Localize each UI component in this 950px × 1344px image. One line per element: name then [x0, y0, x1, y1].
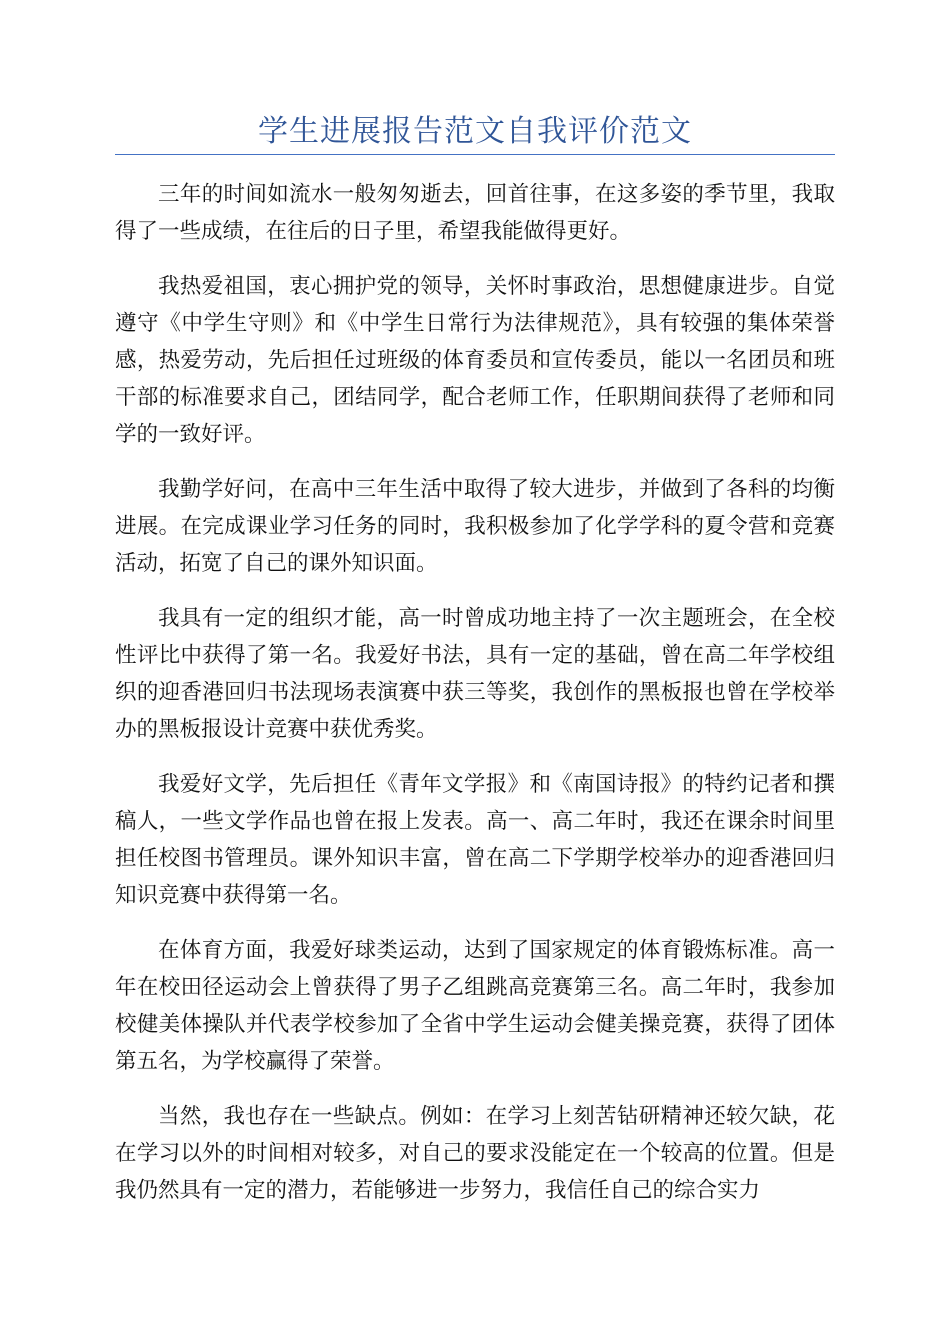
paragraph-5: 我爱好文学，先后担任《青年文学报》和《南国诗报》的特约记者和撰稿人，一些文学作品也曾在报上发表。高一、高二年时，我还在课余时间里担任校图书管理员。课外知识丰富，曾在高二下学期学校举办的迎香港回归知识竞赛中获得第一名。 [115, 772, 835, 908]
paragraph-4: 我具有一定的组织才能，高一时曾成功地主持了一次主题班会，在全校性评比中获得了第一名。我爱好书法，具有一定的基础，曾在高二年学校组织的迎香港回归书法现场表演赛中获三等奖，我创作的黑板报也曾在学校举办的黑板报设计竞赛中获优秀奖。 [115, 606, 835, 742]
paragraph-1: 三年的时间如流水一般匆匆逝去，回首往事，在这多姿的季节里，我取得了一些成绩，在往后的日子里，希望我能做得更好。 [115, 182, 835, 244]
paragraph-3: 我勤学好问，在高中三年生活中取得了较大进步，并做到了各科的均衡进展。在完成课业学习任务的同时，我积极参加了化学学科的夏令营和竞赛活动，拓宽了自己的课外知识面。 [115, 477, 835, 576]
paragraph-7: 当然，我也存在一些缺点。例如：在学习上刻苦钻研精神还较欠缺，花在学习以外的时间相对较多，对自己的要求没能定在一个较高的位置。但是我仍然具有一定的潜力，若能够进一步努力，我信任自己的综合实力 [115, 1104, 835, 1203]
paragraph-6: 在体育方面，我爱好球类运动，达到了国家规定的体育锻炼标准。高一年在校田径运动会上曾获得了男子乙组跳高竞赛第三名。高二年时，我参加校健美体操队并代表学校参加了全省中学生运动会健美操竞赛，获得了团体第五名，为学校赢得了荣誉。 [115, 938, 835, 1074]
document-body [115, 176, 835, 1227]
paragraph-2: 我热爱祖国，衷心拥护党的领导，关怀时事政治，思想健康进步。自觉遵守《中学生守则》和《中学生日常行为法律规范》，具有较强的集体荣誉感，热爱劳动，先后担任过班级的体育委员和宣传委员，能以一名团员和班干部的标准要求自己，团结同学，配合老师工作，任职期间获得了老师和同学的一致好评。 [115, 274, 835, 447]
document-title: 学生进展报告范文自我评价范文 [258, 114, 692, 149]
title-underline [115, 154, 835, 155]
